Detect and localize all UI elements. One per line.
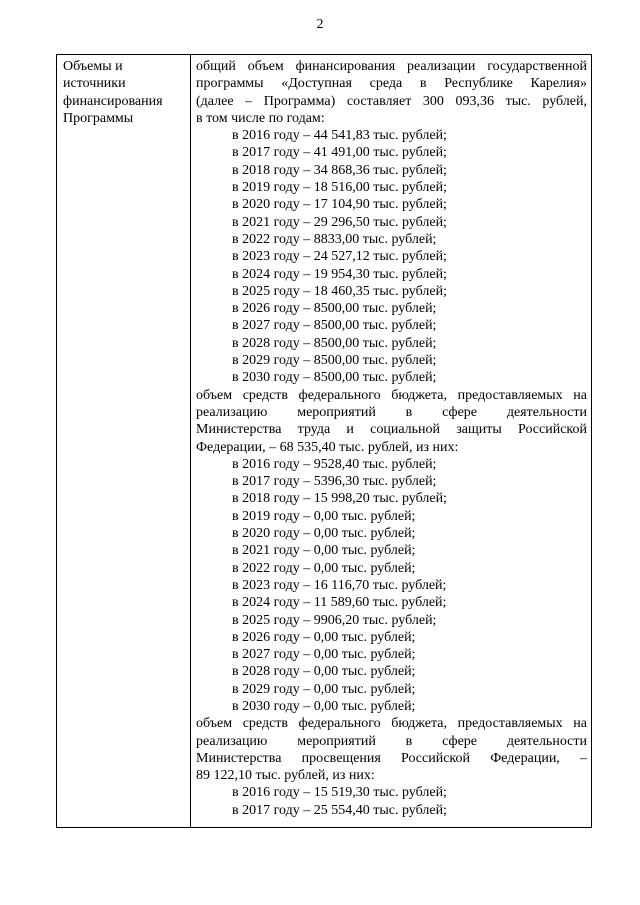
year-amount: в 2023 году – 24 527,12 тыс. рублей; (232, 249, 447, 265)
year-amount: в 2021 году – 29 296,50 тыс. рублей; (232, 214, 447, 230)
year-amount: в 2017 году – 5396,30 тыс. рублей; (232, 474, 437, 490)
paragraph-line: (далее – Программа) составляет 300 093,36 тыс. рублей, (196, 93, 587, 109)
federal-labor-years (196, 456, 587, 715)
year-amount: в 2029 году – 8500,00 тыс. рублей; (232, 353, 437, 369)
year-amount: в 2023 году – 16 116,70 тыс. рублей; (232, 577, 447, 593)
paragraph-line: Федерации, – 68 535,40 тыс. рублей, из них: (196, 439, 459, 455)
year-amount: в 2030 году – 0,00 тыс. рублей; (232, 698, 416, 714)
year-amount: в 2016 году – 9528,40 тыс. рублей; (232, 456, 437, 472)
financing-details-cell (196, 58, 587, 819)
financing-table (56, 54, 592, 828)
paragraph-line: 89 122,10 тыс. рублей, из них: (196, 768, 375, 784)
year-amount: в 2021 году – 0,00 тыс. рублей; (232, 543, 416, 559)
row-header-line: Программы (63, 110, 134, 126)
row-header-line: финансирования (63, 93, 163, 109)
row-header-cell (63, 58, 185, 127)
paragraph-line: Министерства труда и социальной защиты Российской (196, 422, 587, 438)
total-financing-years (196, 127, 587, 386)
paragraph-line: программы «Доступная среда в Республике Карелия» (196, 76, 587, 92)
year-amount: в 2017 году – 41 491,00 тыс. рублей; (232, 145, 447, 161)
paragraph-line: в том числе по годам: (196, 110, 325, 126)
year-amount: в 2026 году – 0,00 тыс. рублей; (232, 629, 416, 645)
row-header-line: источники (63, 76, 126, 92)
year-amount: в 2026 году – 8500,00 тыс. рублей; (232, 301, 437, 317)
year-amount: в 2025 году – 18 460,35 тыс. рублей; (232, 283, 447, 299)
year-amount: в 2024 году – 19 954,30 тыс. рублей; (232, 266, 447, 282)
year-amount: в 2027 году – 8500,00 тыс. рублей; (232, 318, 437, 334)
federal-labor-paragraph (196, 387, 587, 456)
year-amount: в 2018 году – 15 998,20 тыс. рублей; (232, 491, 447, 507)
year-amount: в 2019 году – 0,00 тыс. рублей; (232, 508, 416, 524)
paragraph-line: общий объем финансирования реализации государственной (196, 59, 587, 74)
year-amount: в 2019 году – 18 516,00 тыс. рублей; (232, 180, 447, 196)
year-amount: в 2018 году – 34 868,36 тыс. рублей; (232, 162, 447, 178)
year-amount: в 2024 году – 11 589,60 тыс. рублей; (232, 595, 447, 611)
paragraph-line: реализацию мероприятий в сфере деятельности (196, 404, 587, 420)
year-amount: в 2017 году – 25 554,40 тыс. рублей; (232, 802, 447, 818)
page-number: 2 (316, 17, 324, 32)
year-amount: в 2028 году – 8500,00 тыс. рублей; (232, 335, 437, 351)
federal-education-years (196, 784, 587, 819)
row-header-line: Объемы и (63, 59, 123, 74)
paragraph-line: объем средств федерального бюджета, предоставляемых на (196, 716, 587, 732)
paragraph-line: объем средств федерального бюджета, предоставляемых на (196, 387, 587, 403)
federal-education-paragraph (196, 715, 587, 784)
year-amount: в 2027 году – 0,00 тыс. рублей; (232, 647, 416, 663)
column-divider (190, 55, 191, 827)
paragraph-line: реализацию мероприятий в сфере деятельности (196, 733, 587, 749)
year-amount: в 2020 году – 17 104,90 тыс. рублей; (232, 197, 447, 213)
year-amount: в 2016 году – 44 541,83 тыс. рублей; (232, 128, 447, 144)
year-amount: в 2022 году – 0,00 тыс. рублей; (232, 560, 416, 576)
total-financing-paragraph (196, 58, 587, 127)
paragraph-line: Министерства просвещения Российской Федерации, – (196, 750, 587, 766)
year-amount: в 2030 году – 8500,00 тыс. рублей; (232, 370, 437, 386)
year-amount: в 2016 году – 15 519,30 тыс. рублей; (232, 785, 447, 801)
year-amount: в 2025 году – 9906,20 тыс. рублей; (232, 612, 437, 628)
year-amount: в 2028 году – 0,00 тыс. рублей; (232, 664, 416, 680)
year-amount: в 2029 году – 0,00 тыс. рублей; (232, 681, 416, 697)
year-amount: в 2022 году – 8833,00 тыс. рублей; (232, 231, 437, 247)
year-amount: в 2020 году – 0,00 тыс. рублей; (232, 526, 416, 542)
